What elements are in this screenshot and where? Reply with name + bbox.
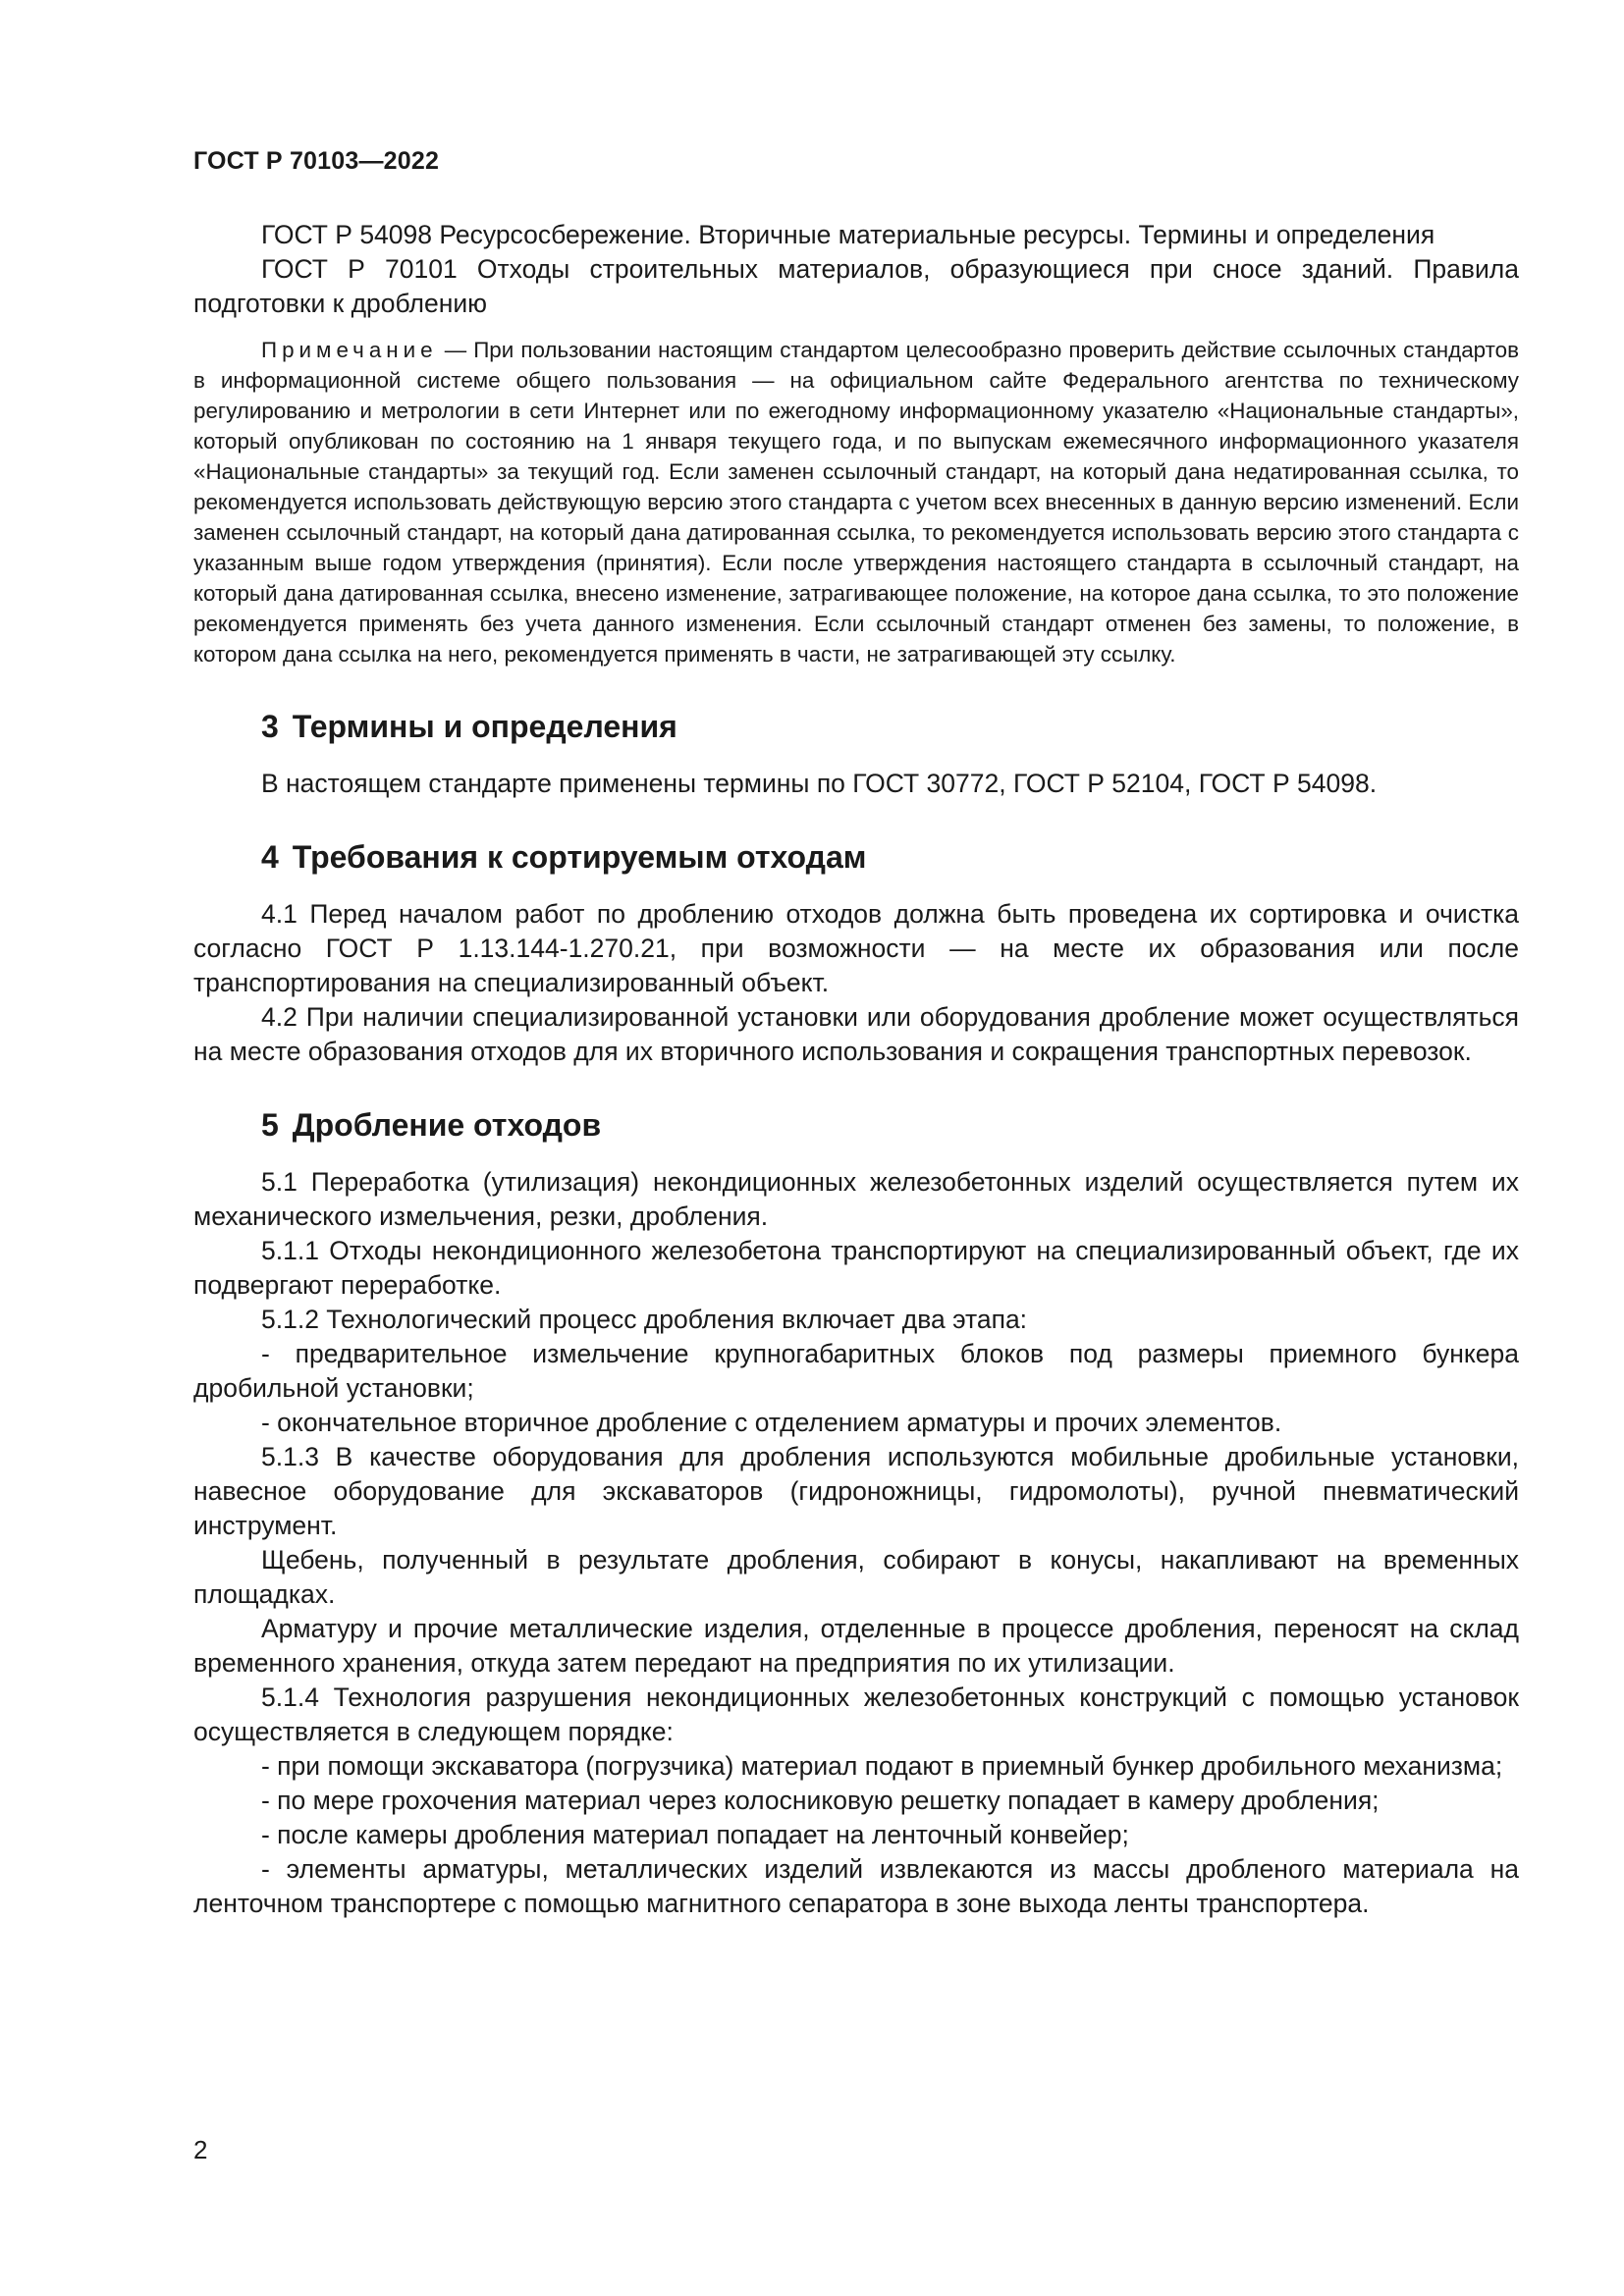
section-heading-3	[193, 707, 1519, 746]
note	[193, 335, 1519, 669]
section-title: Термины и определения	[292, 709, 677, 744]
section-title: Дробление отходов	[292, 1107, 602, 1143]
section-heading-4	[193, 837, 1519, 877]
list-item: - по мере грохочения материал через колосниковую решетку попадает в камеру дробления;	[261, 1786, 1380, 1815]
paragraph: 5.1 Переработка (утилизация) некондиционных железобетонных изделий осуществляется путем их механического измельчения, резки, дробления.	[193, 1167, 1519, 1231]
paragraph: 5.1.1 Отходы некондиционного железобетона транспортируют на специализированный объект, где их подвергают переработке.	[193, 1236, 1519, 1300]
document-header: ГОСТ Р 70103—2022	[193, 147, 440, 175]
note-label: Примечание	[261, 338, 438, 362]
section-number: 4	[261, 839, 279, 875]
paragraph: 4.1 Перед началом работ по дроблению отходов должна быть проведена их сортировка и очистка согласно ГОСТ Р 1.13.144-1.270.21, при возможности — на месте их образования или после транспортирования на специализированный объект.	[193, 899, 1519, 997]
note-dash: —	[437, 338, 474, 362]
reference-item: ГОСТ Р 70101 Отходы строительных материалов, образующиеся при сносе зданий. Правила подготовки к дроблению	[193, 254, 1519, 318]
section-number: 5	[261, 1107, 279, 1143]
list-item: - элементы арматуры, металлических изделий извлекаются из массы дробленого материала на ленточном транспортере с помощью магнитного сепаратора в зоне выхода ленты транспортера.	[193, 1854, 1519, 1918]
list-item: - при помощи экскаватора (погрузчика) материал подают в приемный бункер дробильного механизма;	[261, 1751, 1503, 1781]
paragraph: 5.1.2 Технологический процесс дробления включает два этапа:	[261, 1305, 1028, 1334]
section-heading-5	[193, 1105, 1519, 1145]
section-title: Требования к сортируемым отходам	[292, 839, 867, 875]
paragraph: 5.1.3 В качестве оборудования для дробления используются мобильные дробильные установки, навесное оборудование для экскаваторов (гидроножницы, гидромолоты), ручной пневматический инструмент.	[193, 1442, 1519, 1540]
paragraph: Арматуру и прочие металлические изделия, отделенные в процессе дробления, переносят на склад временного хранения, откуда затем передают на предприятия по их утилизации.	[193, 1614, 1519, 1678]
list-item: - предварительное измельчение крупногабаритных блоков под размеры приемного бункера дробильной установки;	[193, 1339, 1519, 1403]
paragraph: 4.2 При наличии специализированной установки или оборудования дробление может осуществляться на месте образования отходов для их вторичного использования и сокращения транспортных перевозок.	[193, 1002, 1519, 1066]
page-number: 2	[193, 2135, 208, 2164]
list-item: - окончательное вторичное дробление с отделением арматуры и прочих элементов.	[261, 1408, 1282, 1437]
reference-item: ГОСТ Р 54098 Ресурсосбережение. Вторичные материальные ресурсы. Термины и определения	[261, 220, 1435, 249]
section-number: 3	[261, 709, 279, 744]
list-item: - после камеры дробления материал попадает на ленточный конвейер;	[261, 1820, 1129, 1849]
paragraph: В настоящем стандарте применены термины по ГОСТ 30772, ГОСТ Р 52104, ГОСТ Р 54098.	[261, 769, 1378, 798]
page-content	[193, 218, 1519, 1921]
paragraph: Щебень, полученный в результате дробления, собирают в конусы, накапливают на временных площадках.	[193, 1545, 1519, 1609]
note-text: При пользовании настоящим стандартом целесообразно проверить действие ссылочных стандартов в информационной системе общего пользования — на официальном сайте Федерального агентства по техническому регулированию и метрологии в сети Интернет или по ежегодному информационному указателю «Национальные стандарты», который опубликован по состоянию на 1 января текущего года, и по выпускам ежемесячного информационного указателя «Национальные стандарты» за текущий год. Если заменен ссылочный стандарт, на который дана недатированная ссылка, то рекомендуется использовать действующую версию этого стандарта с учетом всех внесенных в данную версию изменений. Если заменен ссылочный стандарт, на который дана датированная ссылка, то рекомендуется использовать версию этого стандарта с указанным выше годом утверждения (принятия). Если после утверждения настоящего стандарта в ссылочный стандарт, на который дана датированная ссылка, внесено изменение, затрагивающее положение, на которое дана ссылка, то это положение рекомендуется применять без учета данного изменения. Если ссылочный стандарт отменен без замены, то положение, в котором дана ссылка на него, рекомендуется применять в части, не затрагивающей эту ссылку.	[193, 338, 1519, 667]
paragraph: 5.1.4 Технология разрушения некондиционных железобетонных конструкций с помощью установок осуществляется в следующем порядке:	[193, 1682, 1519, 1746]
